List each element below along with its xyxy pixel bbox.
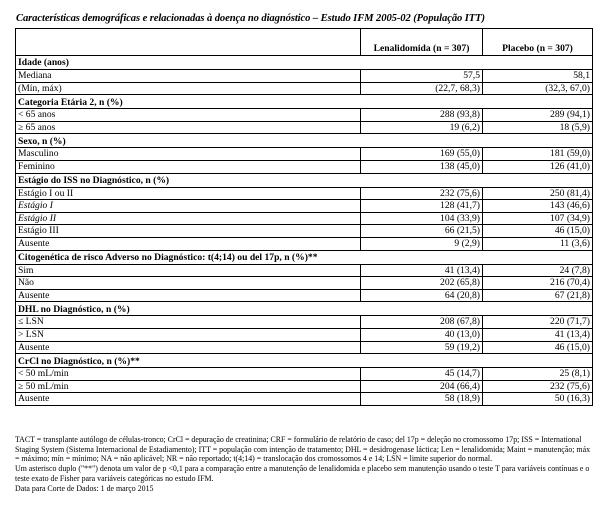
table-row: [16, 341, 593, 354]
section-heading-row: [16, 56, 593, 70]
placebo-value: 46 (15,0): [483, 341, 593, 354]
table-row: [16, 160, 593, 173]
table-row: [16, 148, 593, 161]
row-label: Sim: [16, 264, 361, 277]
lenalidomida-value: 41 (13,4): [361, 264, 483, 277]
section-heading-row: [16, 354, 593, 368]
placebo-value: 143 (46,6): [483, 200, 593, 213]
placebo-value: 11 (3,6): [483, 237, 593, 250]
footnote-abbreviations: TACT = transplante autólogo de células-tronco; CrCl = depuração de creatinina; CRF = formulário de relatório de caso; del 17p = deleção no cromossomo 17p; ISS = International Staging System (Sistema Internacional de Estadiamento); ITT = população com intenção de tratamento; DHL = desidrogenase láctica; Len = lenalidomida; Maint = manutenção; máx = máximo; mín = mínimo; NA = não aplicável; NR = não reportado; t(4;14) = translocação dos cromossomos 4 e 14; LSN = limite superior do normal.: [15, 435, 591, 464]
lenalidomida-value: 138 (45,0): [361, 160, 483, 173]
header-lenalidomida: Lenalidomida (n = 307): [361, 29, 483, 56]
row-label: Ausente: [16, 341, 361, 354]
section-heading: Sexo, n (%): [16, 134, 593, 148]
section-heading: DHL no Diagnóstico, n (%): [16, 302, 593, 316]
footnote-cutoff-date: Data para Corte de Dados: 1 de março 2015: [15, 483, 154, 493]
table-row: [16, 289, 593, 302]
table-row: [16, 316, 593, 329]
row-label: Estágio II: [16, 212, 361, 225]
table-row: [16, 277, 593, 290]
row-label: Ausente: [16, 237, 361, 250]
lenalidomida-value: 9 (2,9): [361, 237, 483, 250]
row-label: Estágio I ou II: [16, 187, 361, 200]
table-row: [16, 237, 593, 250]
lenalidomida-value: (22,7, 68,3): [361, 82, 483, 95]
section-heading: Categoria Etária 2, n (%): [16, 95, 593, 109]
row-label: < 65 anos: [16, 109, 361, 122]
placebo-value: 46 (15,0): [483, 225, 593, 238]
section-heading-row: [16, 302, 593, 316]
placebo-value: 232 (75,6): [483, 380, 593, 393]
table-row: [16, 200, 593, 213]
section-heading: Idade (anos): [16, 56, 593, 70]
table-row: [16, 393, 593, 406]
lenalidomida-value: 64 (20,8): [361, 289, 483, 302]
placebo-value: 220 (71,7): [483, 316, 593, 329]
demographics-table: [15, 28, 593, 406]
placebo-value: 18 (5,9): [483, 121, 593, 134]
table-row: [16, 121, 593, 134]
table-header-row: [16, 29, 593, 56]
section-heading: Citogenética de risco Adverso no Diagnóstico: t(4;14) ou del 17p, n (%)**: [16, 250, 593, 264]
section-heading-row: [16, 173, 593, 187]
table-row: [16, 328, 593, 341]
placebo-value: 67 (21,8): [483, 289, 593, 302]
lenalidomida-value: 59 (19,2): [361, 341, 483, 354]
section-heading-row: [16, 95, 593, 109]
row-label: Feminino: [16, 160, 361, 173]
placebo-value: 289 (94,1): [483, 109, 593, 122]
table-row: [16, 82, 593, 95]
lenalidomida-value: 66 (21,5): [361, 225, 483, 238]
row-label: (Mín, máx): [16, 82, 361, 95]
row-label: Estágio I: [16, 200, 361, 213]
row-label: Não: [16, 277, 361, 290]
section-heading-row: [16, 134, 593, 148]
lenalidomida-value: 202 (65,8): [361, 277, 483, 290]
row-label: Ausente: [16, 289, 361, 302]
row-label: ≤ LSN: [16, 316, 361, 329]
lenalidomida-value: 169 (55,0): [361, 148, 483, 161]
table-title: Características demográficas e relacionadas à doença no diagnóstico – Estudo IFM 2005-02 (População ITT): [16, 13, 485, 24]
table-row: [16, 187, 593, 200]
table-body: [16, 56, 593, 406]
lenalidomida-value: 104 (33,9): [361, 212, 483, 225]
row-label: > LSN: [16, 328, 361, 341]
row-label: Masculino: [16, 148, 361, 161]
placebo-value: 58,1: [483, 70, 593, 83]
lenalidomida-value: 208 (67,8): [361, 316, 483, 329]
placebo-value: 25 (8,1): [483, 368, 593, 381]
row-label: < 50 mL/min: [16, 368, 361, 381]
row-label: Mediana: [16, 70, 361, 83]
lenalidomida-value: 58 (18,9): [361, 393, 483, 406]
lenalidomida-value: 232 (75,6): [361, 187, 483, 200]
lenalidomida-value: 19 (6,2): [361, 121, 483, 134]
placebo-value: 50 (16,3): [483, 393, 593, 406]
lenalidomida-value: 45 (14,7): [361, 368, 483, 381]
row-label: ≥ 50 mL/min: [16, 380, 361, 393]
lenalidomida-value: 288 (93,8): [361, 109, 483, 122]
row-label: ≥ 65 anos: [16, 121, 361, 134]
placebo-value: 24 (7,8): [483, 264, 593, 277]
table-row: [16, 225, 593, 238]
lenalidomida-value: 204 (66,4): [361, 380, 483, 393]
header-placebo: Placebo (n = 307): [483, 29, 593, 56]
row-label: Ausente: [16, 393, 361, 406]
placebo-value: 181 (59,0): [483, 148, 593, 161]
lenalidomida-value: 128 (41,7): [361, 200, 483, 213]
placebo-value: (32,3, 67,0): [483, 82, 593, 95]
table-row: [16, 368, 593, 381]
placebo-value: 107 (34,9): [483, 212, 593, 225]
table-row: [16, 70, 593, 83]
footnote-asterisk: Um asterisco duplo ("**") denota um valor de p <0,1 para a comparação entre a manutenção de lenalidomida e placebo sem manutenção usando o teste T para variáveis contínuas e o teste exato de Fisher para variáveis categóricas no estudo IFM.: [15, 464, 590, 483]
row-label: Estágio III: [16, 225, 361, 238]
footnotes: [15, 435, 595, 493]
table-row: [16, 380, 593, 393]
section-heading: Estágio do ISS no Diagnóstico, n (%): [16, 173, 593, 187]
lenalidomida-value: 40 (13,0): [361, 328, 483, 341]
placebo-value: 126 (41,0): [483, 160, 593, 173]
table-row: [16, 264, 593, 277]
placebo-value: 41 (13,4): [483, 328, 593, 341]
table-row: [16, 109, 593, 122]
lenalidomida-value: 57,5: [361, 70, 483, 83]
placebo-value: 216 (70,4): [483, 277, 593, 290]
placebo-value: 250 (81,4): [483, 187, 593, 200]
table-row: [16, 212, 593, 225]
section-heading-row: [16, 250, 593, 264]
header-label-column: [16, 29, 361, 56]
section-heading: CrCl no Diagnóstico, n (%)**: [16, 354, 593, 368]
